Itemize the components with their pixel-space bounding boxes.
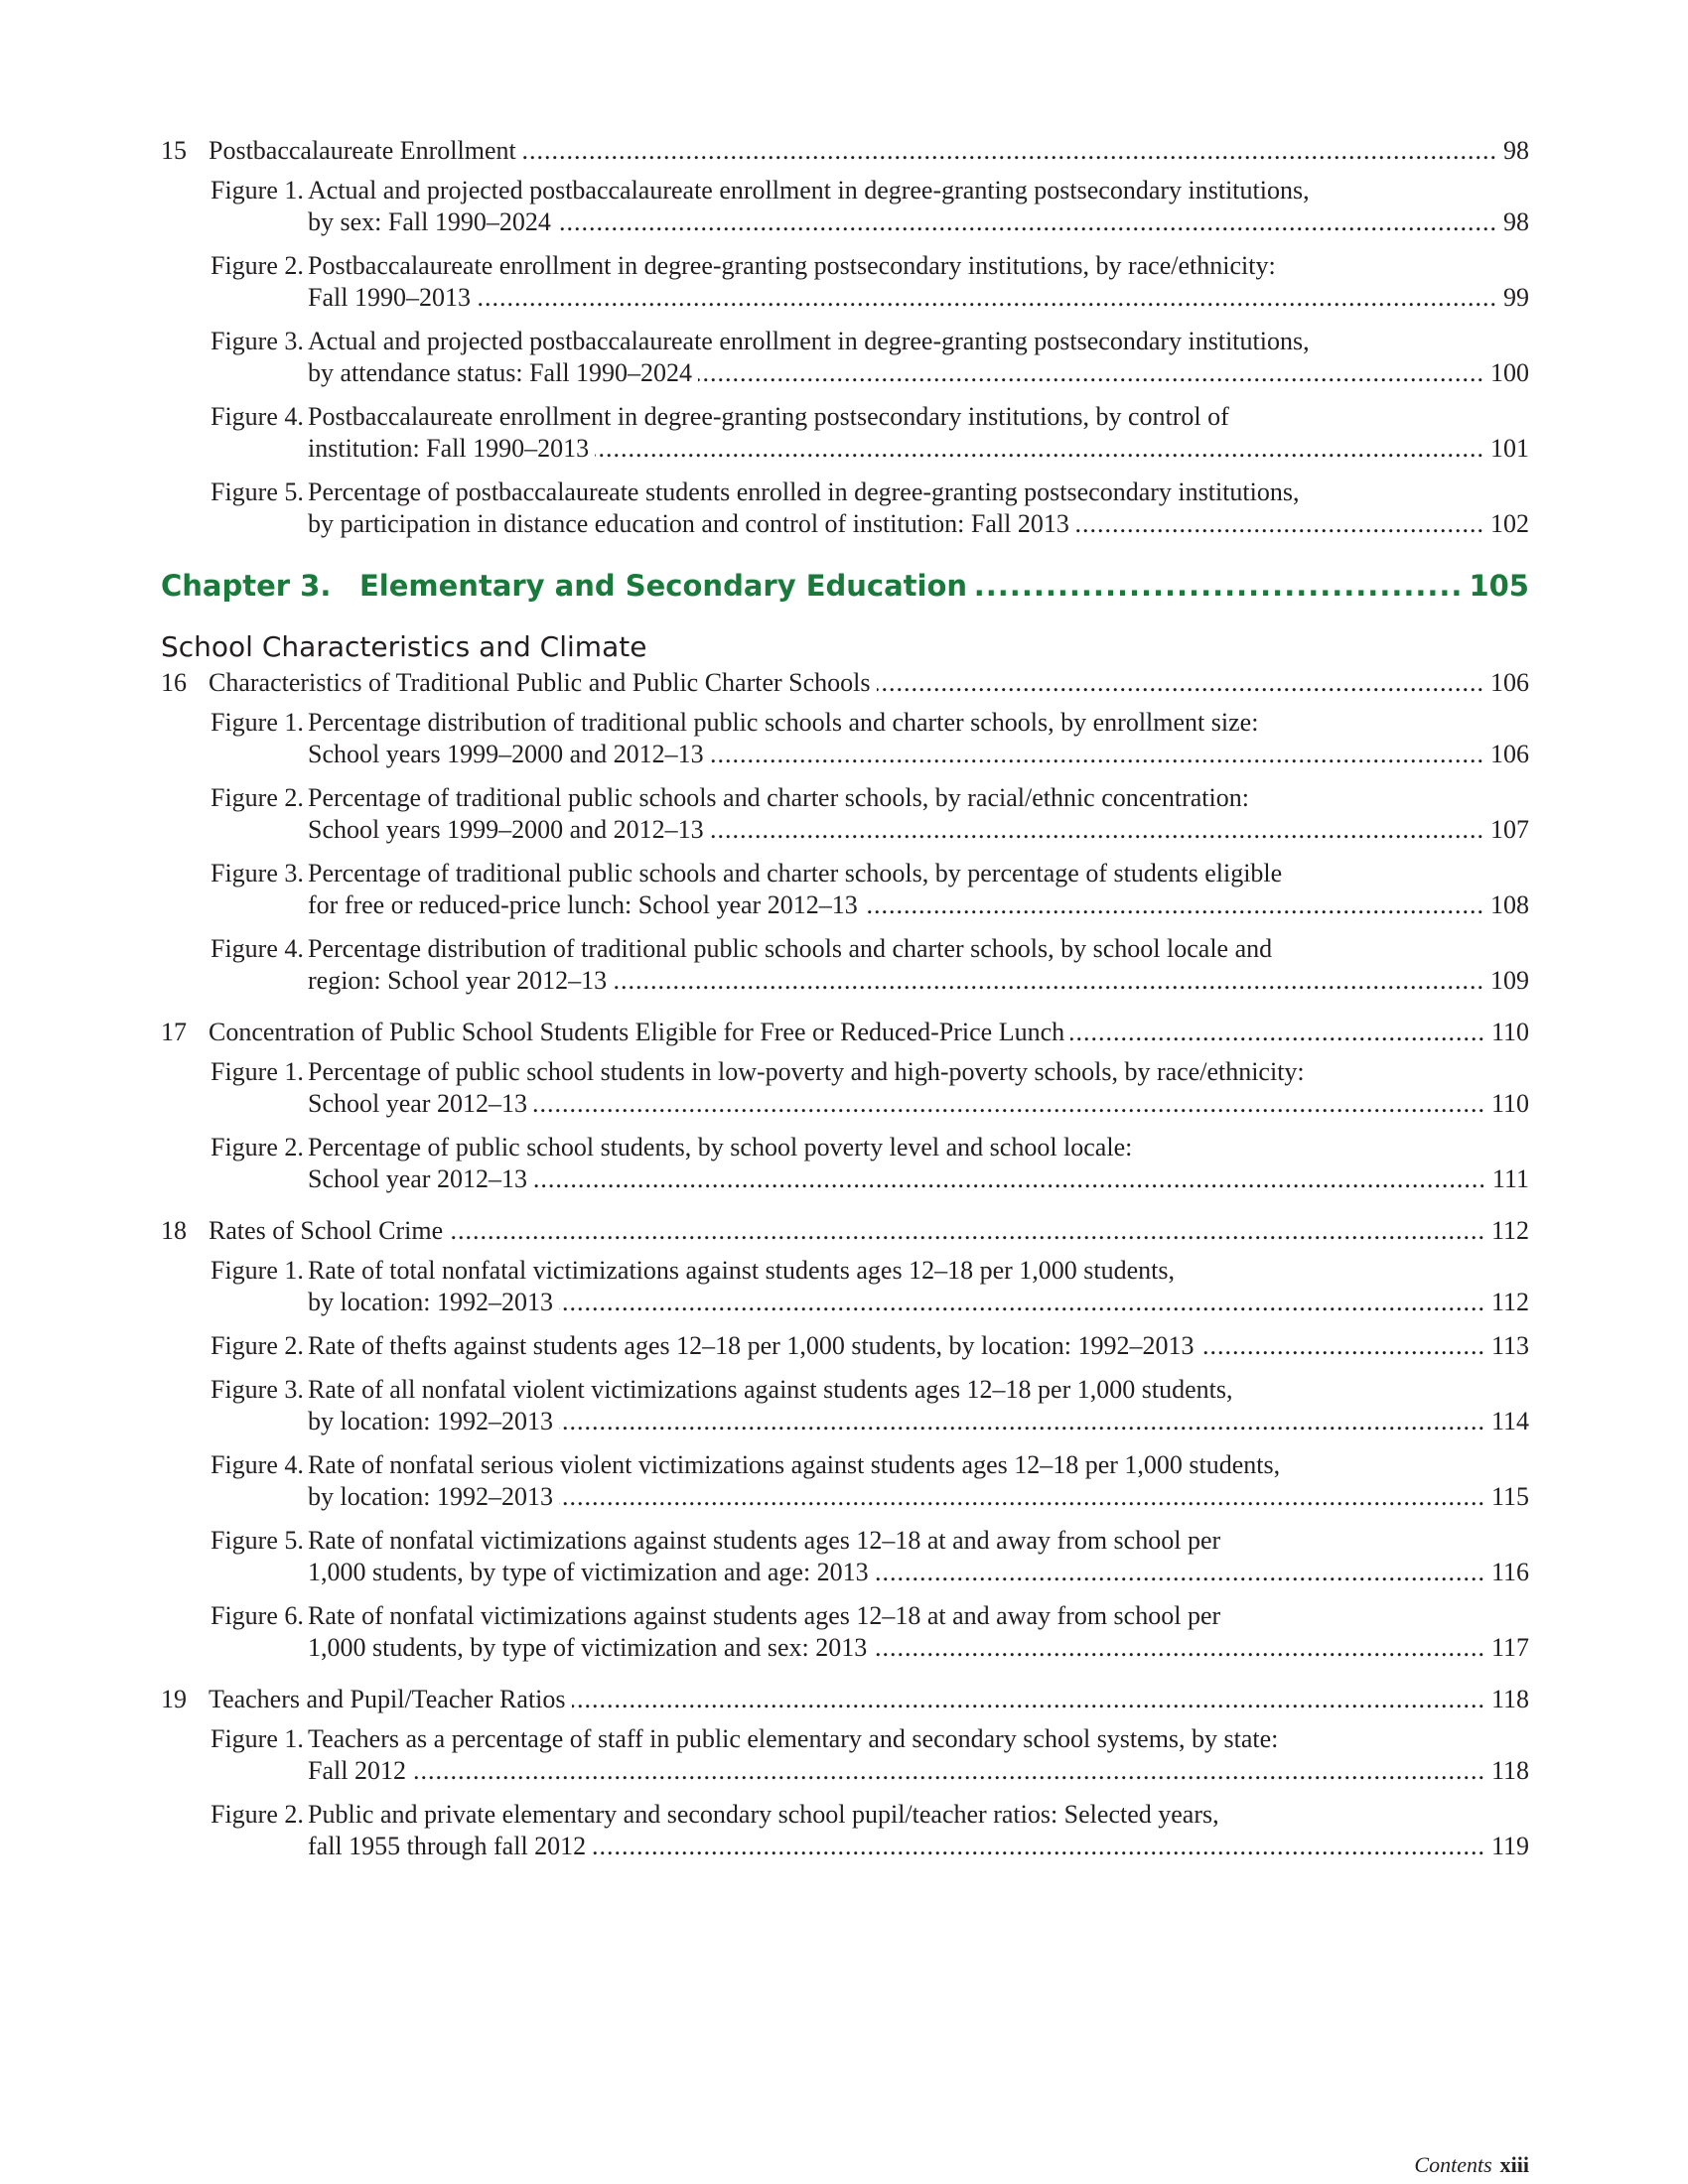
chapter-page: 105 <box>1469 569 1529 603</box>
figure-body <box>308 1525 1529 1588</box>
dot-leader <box>1200 1330 1485 1362</box>
figure-page: 114 <box>1490 1407 1529 1435</box>
figure-entry[interactable] <box>161 1255 1529 1318</box>
figure-page: 118 <box>1490 1756 1529 1785</box>
figure-caption-text: School year 2012–13 <box>308 1164 527 1193</box>
figure-entry[interactable] <box>161 1723 1529 1787</box>
dot-leader <box>595 433 1484 465</box>
dot-leader <box>449 1215 1485 1247</box>
figure-caption-line-1: Percentage of traditional public schools and charter schools, by racial/ethnic concentration: <box>308 783 1249 812</box>
dot-leader <box>1070 1017 1485 1048</box>
figure-caption-line-1: Rate of nonfatal serious violent victimizations against students ages 12–18 per 1,000 students, <box>308 1450 1281 1479</box>
figure-caption-text: by location: 1992–2013 <box>308 1288 553 1316</box>
figure-page: 99 <box>1503 283 1529 312</box>
figure-page: 100 <box>1490 358 1529 387</box>
figure-entry[interactable] <box>161 1330 1529 1362</box>
figure-entry[interactable] <box>161 858 1529 921</box>
dot-leader <box>522 135 1497 167</box>
figure-body <box>308 326 1529 389</box>
figure-caption-line-1: Percentage distribution of traditional public schools and charter schools, by school locale and <box>308 934 1273 963</box>
figure-caption-line-2 <box>308 206 1529 238</box>
dot-leader <box>557 206 1497 238</box>
section-heading: School Characteristics and Climate <box>161 630 647 663</box>
figure-entry[interactable] <box>161 1374 1529 1437</box>
figure-caption-line-1: Rate of all nonfatal violent victimizations against students ages 12–18 per 1,000 students, <box>308 1375 1233 1404</box>
dot-leader <box>875 1557 1485 1588</box>
figure-label: Figure 1. <box>211 1724 304 1753</box>
figure-caption-line-2 <box>308 739 1529 770</box>
figure-page: 108 <box>1490 890 1529 919</box>
figure-page: 110 <box>1490 1089 1529 1118</box>
figure-caption-text: Rate of thefts against students ages 12–18 per 1,000 students, by location: 1992–2013 <box>308 1331 1195 1360</box>
figure-caption-line-1: Rate of total nonfatal victimizations against students ages 12–18 per 1,000 students, <box>308 1256 1175 1285</box>
figure-page: 106 <box>1490 740 1529 768</box>
dot-leader <box>873 1632 1485 1664</box>
dot-leader <box>533 1088 1485 1120</box>
figure-label: Figure 2. <box>211 251 304 280</box>
figure-body <box>308 782 1529 846</box>
figure-entry[interactable] <box>161 1525 1529 1588</box>
figure-caption-line-1: Rate of nonfatal victimizations against students ages 12–18 at and away from school per <box>308 1601 1221 1630</box>
figure-caption-text: by attendance status: Fall 1990–2024 <box>308 358 693 387</box>
figure-caption-line-2 <box>308 814 1529 846</box>
figure-caption-text: School year 2012–13 <box>308 1089 527 1118</box>
figure-caption-line-1: Percentage distribution of traditional public schools and charter schools, by enrollment size: <box>308 708 1259 737</box>
figure-caption-line-2 <box>308 433 1529 465</box>
section-number: 16 <box>161 668 187 697</box>
figure-caption-line-2 <box>308 965 1529 997</box>
toc-section-entry <box>161 135 1529 540</box>
figure-label: Figure 2. <box>211 1133 304 1161</box>
figure-caption-text: for free or reduced-price lunch: School year 2012–13 <box>308 890 858 919</box>
figure-body <box>308 933 1529 997</box>
toc-section-entry <box>161 1684 1529 1862</box>
figure-body <box>308 175 1529 238</box>
toc-section-entry <box>161 667 1529 997</box>
figure-caption-line-1: Percentage of public school students, by school poverty level and school locale: <box>308 1133 1133 1161</box>
figure-caption-text: School years 1999–2000 and 2012–13 <box>308 740 704 768</box>
figure-page: 112 <box>1490 1288 1529 1316</box>
dot-leader <box>477 282 1497 314</box>
figure-caption-line-2 <box>308 1632 1529 1664</box>
figure-body <box>308 1056 1529 1120</box>
footer-label: Contents <box>1414 2152 1492 2177</box>
figure-entry[interactable] <box>161 1132 1529 1195</box>
dot-leader <box>559 1287 1485 1318</box>
figure-page: 115 <box>1490 1482 1529 1511</box>
chapter-entry[interactable] <box>161 566 1529 606</box>
section-title: Characteristics of Traditional Public and Public Charter Schools <box>209 668 871 697</box>
section-page: 112 <box>1490 1216 1529 1245</box>
section-title: Teachers and Pupil/Teacher Ratios <box>209 1685 566 1713</box>
figure-body <box>308 858 1529 921</box>
figure-body <box>308 1374 1529 1437</box>
figure-caption-line-2 <box>308 508 1529 540</box>
dot-leader <box>698 357 1484 389</box>
dot-leader <box>973 566 1463 606</box>
figure-entry[interactable] <box>161 1056 1529 1120</box>
figure-entry[interactable] <box>161 250 1529 314</box>
figure-caption-line-1: Percentage of postbaccalaureate students enrolled in degree-granting postsecondary institutions, <box>308 478 1300 506</box>
figure-entry[interactable] <box>161 782 1529 846</box>
figure-page: 119 <box>1490 1832 1529 1860</box>
figure-caption-line-2 <box>308 1406 1529 1437</box>
section-row[interactable] <box>161 1684 1529 1715</box>
figure-label: Figure 1. <box>211 176 304 205</box>
figure-entry[interactable] <box>161 707 1529 770</box>
figure-entry[interactable] <box>161 477 1529 540</box>
figure-entry[interactable] <box>161 933 1529 997</box>
figure-page: 109 <box>1490 966 1529 995</box>
figure-label: Figure 2. <box>211 1331 304 1360</box>
section-page: 98 <box>1503 136 1529 165</box>
section-number: 17 <box>161 1018 187 1046</box>
figure-caption-text: 1,000 students, by type of victimization and sex: 2013 <box>308 1633 868 1662</box>
figure-page: 117 <box>1490 1633 1529 1662</box>
figure-page: 101 <box>1490 434 1529 463</box>
figure-caption-line-2 <box>308 1755 1529 1787</box>
figure-label: Figure 6. <box>211 1601 304 1630</box>
figure-entry[interactable] <box>161 175 1529 238</box>
figure-caption-line-1: Teachers as a percentage of staff in public elementary and secondary school systems, by state: <box>308 1724 1279 1753</box>
figure-entry[interactable] <box>161 1449 1529 1513</box>
section-title: Concentration of Public School Students Eligible for Free or Reduced-Price Lunch <box>209 1018 1065 1046</box>
figure-body <box>308 1132 1529 1195</box>
figure-body <box>308 1330 1529 1362</box>
dot-leader <box>559 1406 1485 1437</box>
section-title: Postbaccalaureate Enrollment <box>209 136 516 165</box>
dot-leader <box>710 739 1484 770</box>
figure-caption-text: by participation in distance education and control of institution: Fall 2013 <box>308 509 1069 538</box>
chapter-label: Chapter 3. <box>161 569 332 603</box>
figure-caption-line-1: Public and private elementary and secondary school pupil/teacher ratios: Selected years, <box>308 1800 1219 1829</box>
table-of-contents <box>161 135 1529 1874</box>
figure-body <box>308 707 1529 770</box>
toc-section-entry <box>161 1215 1529 1664</box>
figure-page: 116 <box>1490 1558 1529 1586</box>
figure-page: 113 <box>1490 1331 1529 1360</box>
figure-caption-line-1: Percentage of traditional public schools and charter schools, by percentage of students eligible <box>308 859 1283 887</box>
figure-body <box>308 1255 1529 1318</box>
figure-body <box>308 1723 1529 1787</box>
toc-part-1 <box>161 135 1529 540</box>
dot-leader <box>572 1684 1485 1715</box>
figure-caption-text: by sex: Fall 1990–2024 <box>308 207 551 236</box>
figure-label: Figure 1. <box>211 708 304 737</box>
figure-caption-line-1: Rate of nonfatal victimizations against students ages 12–18 at and away from school per <box>308 1526 1221 1555</box>
figure-label: Figure 3. <box>211 859 304 887</box>
section-number: 19 <box>161 1685 187 1713</box>
dot-leader <box>613 965 1484 997</box>
figure-label: Figure 1. <box>211 1256 304 1285</box>
figure-label: Figure 4. <box>211 1450 304 1479</box>
figure-caption-line-1: Percentage of public school students in low-poverty and high-poverty schools, by race/ethnicity: <box>308 1057 1305 1086</box>
figure-caption-text: 1,000 students, by type of victimization and age: 2013 <box>308 1558 869 1586</box>
dot-leader <box>412 1755 1485 1787</box>
figure-body <box>308 401 1529 465</box>
figure-caption-text: Fall 1990–2013 <box>308 283 471 312</box>
figure-body <box>308 1600 1529 1664</box>
chapter-title: Elementary and Secondary Education <box>359 569 968 603</box>
figure-label: Figure 3. <box>211 1375 304 1404</box>
figure-caption-line-1: Postbaccalaureate enrollment in degree-granting postsecondary institutions, by control of <box>308 402 1229 431</box>
section-row[interactable] <box>161 135 1529 167</box>
section-page: 106 <box>1490 668 1529 697</box>
figure-caption-text: by location: 1992–2013 <box>308 1407 553 1435</box>
dot-leader <box>533 1163 1486 1195</box>
figure-caption-text: region: School year 2012–13 <box>308 966 608 995</box>
page-footer <box>1414 2152 1529 2178</box>
dot-leader <box>592 1831 1485 1862</box>
footer-page-number: xiii <box>1499 2152 1529 2177</box>
figure-label: Figure 2. <box>211 1800 304 1829</box>
dot-leader <box>710 814 1484 846</box>
figure-caption-text: institution: Fall 1990–2013 <box>308 434 590 463</box>
figure-body <box>308 477 1529 540</box>
figure-page: 107 <box>1490 815 1529 844</box>
section-number: 15 <box>161 136 187 165</box>
figure-caption-line-2 <box>308 1163 1529 1195</box>
figure-entry[interactable] <box>161 401 1529 465</box>
figure-page: 102 <box>1490 509 1529 538</box>
section-row[interactable] <box>161 1017 1529 1048</box>
section-row[interactable] <box>161 667 1529 699</box>
figure-entry[interactable] <box>161 326 1529 389</box>
figure-page: 98 <box>1503 207 1529 236</box>
figure-entry[interactable] <box>161 1600 1529 1664</box>
figure-label: Figure 3. <box>211 327 304 355</box>
figure-caption-line-2 <box>308 1330 1529 1362</box>
figure-caption-text: fall 1955 through fall 2012 <box>308 1832 587 1860</box>
dot-leader <box>559 1481 1485 1513</box>
dot-leader <box>864 889 1484 921</box>
figure-label: Figure 4. <box>211 402 304 431</box>
figure-label: Figure 2. <box>211 783 304 812</box>
dot-leader <box>1075 508 1484 540</box>
figure-caption-line-1: Postbaccalaureate enrollment in degree-granting postsecondary institutions, by race/ethnicity: <box>308 251 1276 280</box>
figure-caption-line-2 <box>308 357 1529 389</box>
section-title: Rates of School Crime <box>209 1216 444 1245</box>
figure-body <box>308 1449 1529 1513</box>
figure-label: Figure 5. <box>211 478 304 506</box>
figure-caption-line-1: Actual and projected postbaccalaureate enrollment in degree-granting postsecondary institutions, <box>308 176 1310 205</box>
figure-label: Figure 4. <box>211 934 304 963</box>
figure-caption-line-2 <box>308 1088 1529 1120</box>
figure-page: 111 <box>1491 1164 1529 1193</box>
section-page: 110 <box>1490 1018 1529 1046</box>
figure-caption-line-2 <box>308 282 1529 314</box>
dot-leader <box>877 667 1484 699</box>
figure-caption-line-1: Actual and projected postbaccalaureate enrollment in degree-granting postsecondary institutions, <box>308 327 1310 355</box>
figure-caption-text: by location: 1992–2013 <box>308 1482 553 1511</box>
figure-label: Figure 1. <box>211 1057 304 1086</box>
figure-caption-line-2 <box>308 1557 1529 1588</box>
figure-entry[interactable] <box>161 1799 1529 1862</box>
toc-part-2 <box>161 667 1529 1862</box>
section-number: 18 <box>161 1216 187 1245</box>
toc-section-entry <box>161 1017 1529 1195</box>
section-page: 118 <box>1490 1685 1529 1713</box>
figure-caption-text: Fall 2012 <box>308 1756 406 1785</box>
figure-caption-text: School years 1999–2000 and 2012–13 <box>308 815 704 844</box>
figure-caption-line-2 <box>308 1287 1529 1318</box>
figure-caption-line-2 <box>308 1831 1529 1862</box>
figure-body <box>308 1799 1529 1862</box>
section-row[interactable] <box>161 1215 1529 1247</box>
figure-caption-line-2 <box>308 1481 1529 1513</box>
figure-caption-line-2 <box>308 889 1529 921</box>
figure-body <box>308 250 1529 314</box>
figure-label: Figure 5. <box>211 1526 304 1555</box>
